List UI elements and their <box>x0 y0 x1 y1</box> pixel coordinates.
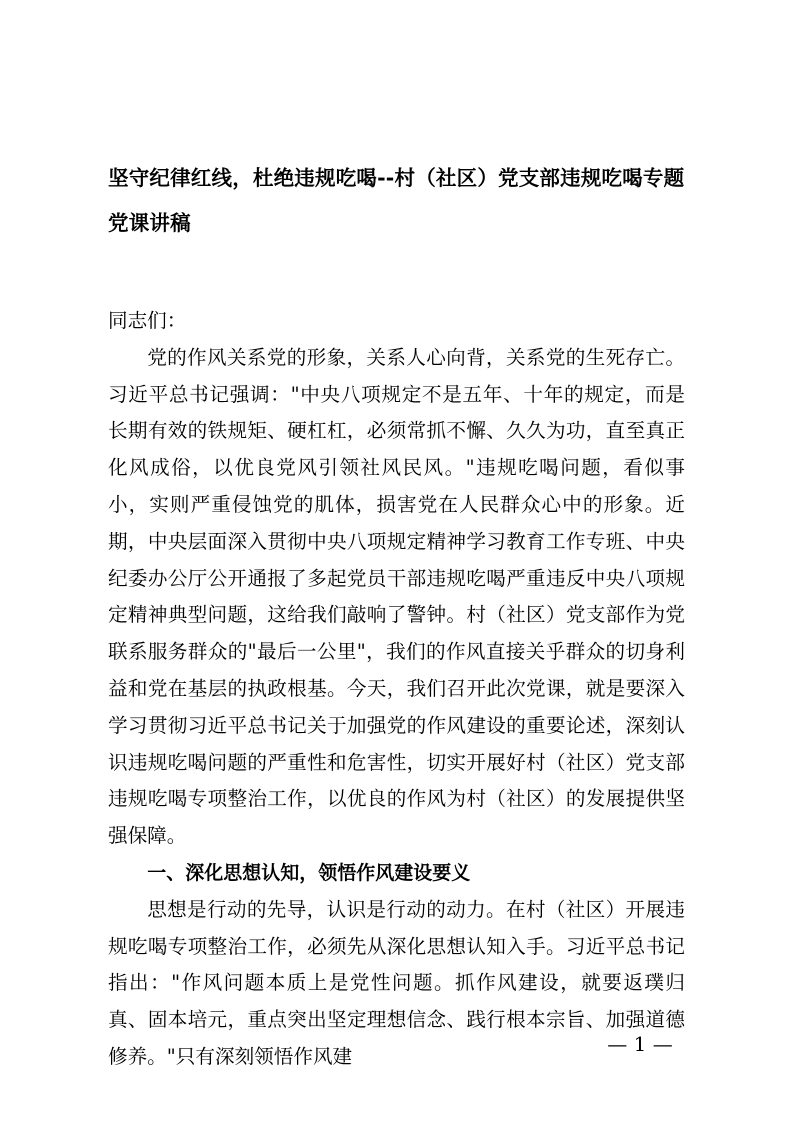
salutation: 同志们： <box>108 309 187 332</box>
paragraph-section-1: 思想是行动的先导，认识是行动的动力。在村（社区）开展违规吃喝专项整治工作，必须先从深化思想认知入手。习近平总书记指出："作风问题本质上是党性问题。抓作风建设，就要返璞归真、固本培元，重点突出坚定理想信念、践行根本宗旨、加强道德修养。"只有深刻领悟作风建 <box>108 897 685 1068</box>
page-number: — 1 — <box>607 1032 673 1056</box>
document-body <box>108 303 685 1076</box>
section-heading-1: 一、深化思想认知，领悟作风建设要义 <box>147 861 471 884</box>
document-title: 坚守纪律红线，杜绝违规吃喝--村（社区）党支部违规吃喝专题党课讲稿 <box>108 166 685 235</box>
paragraph-intro: 党的作风关系党的形象，关系人心向背，关系党的生死存亡。习近平总书记强调："中央八项规定不是五年、十年的规定，而是长期有效的铁规矩、硬杠杠，必须常抓不懈、久久为功，直至真正化风成俗，以优良党风引领社风民风。"违规吃喝问题，看似事小，实则严重侵蚀党的肌体，损害党在人民群众心中的形象。近期，中央层面深入贯彻中央八项规定精神学习教育工作专班、中央纪委办公厅公开通报了多起党员干部违规吃喝严重违反中央八项规定精神典型问题，这给我们敲响了警钟。村（社区）党支部作为党联系服务群众的"最后一公里"，我们的作风直接关乎群众的切身利益和党在基层的执政根基。今天，我们召开此次党课，就是要深入学习贯彻习近平总书记关于加强党的作风建设的重要论述，深刻认识违规吃喝问题的严重性和危害性，切实开展好村（社区）党支部违规吃喝专项整治工作，以优良的作风为村（社区）的发展提供坚强保障。 <box>108 345 685 848</box>
